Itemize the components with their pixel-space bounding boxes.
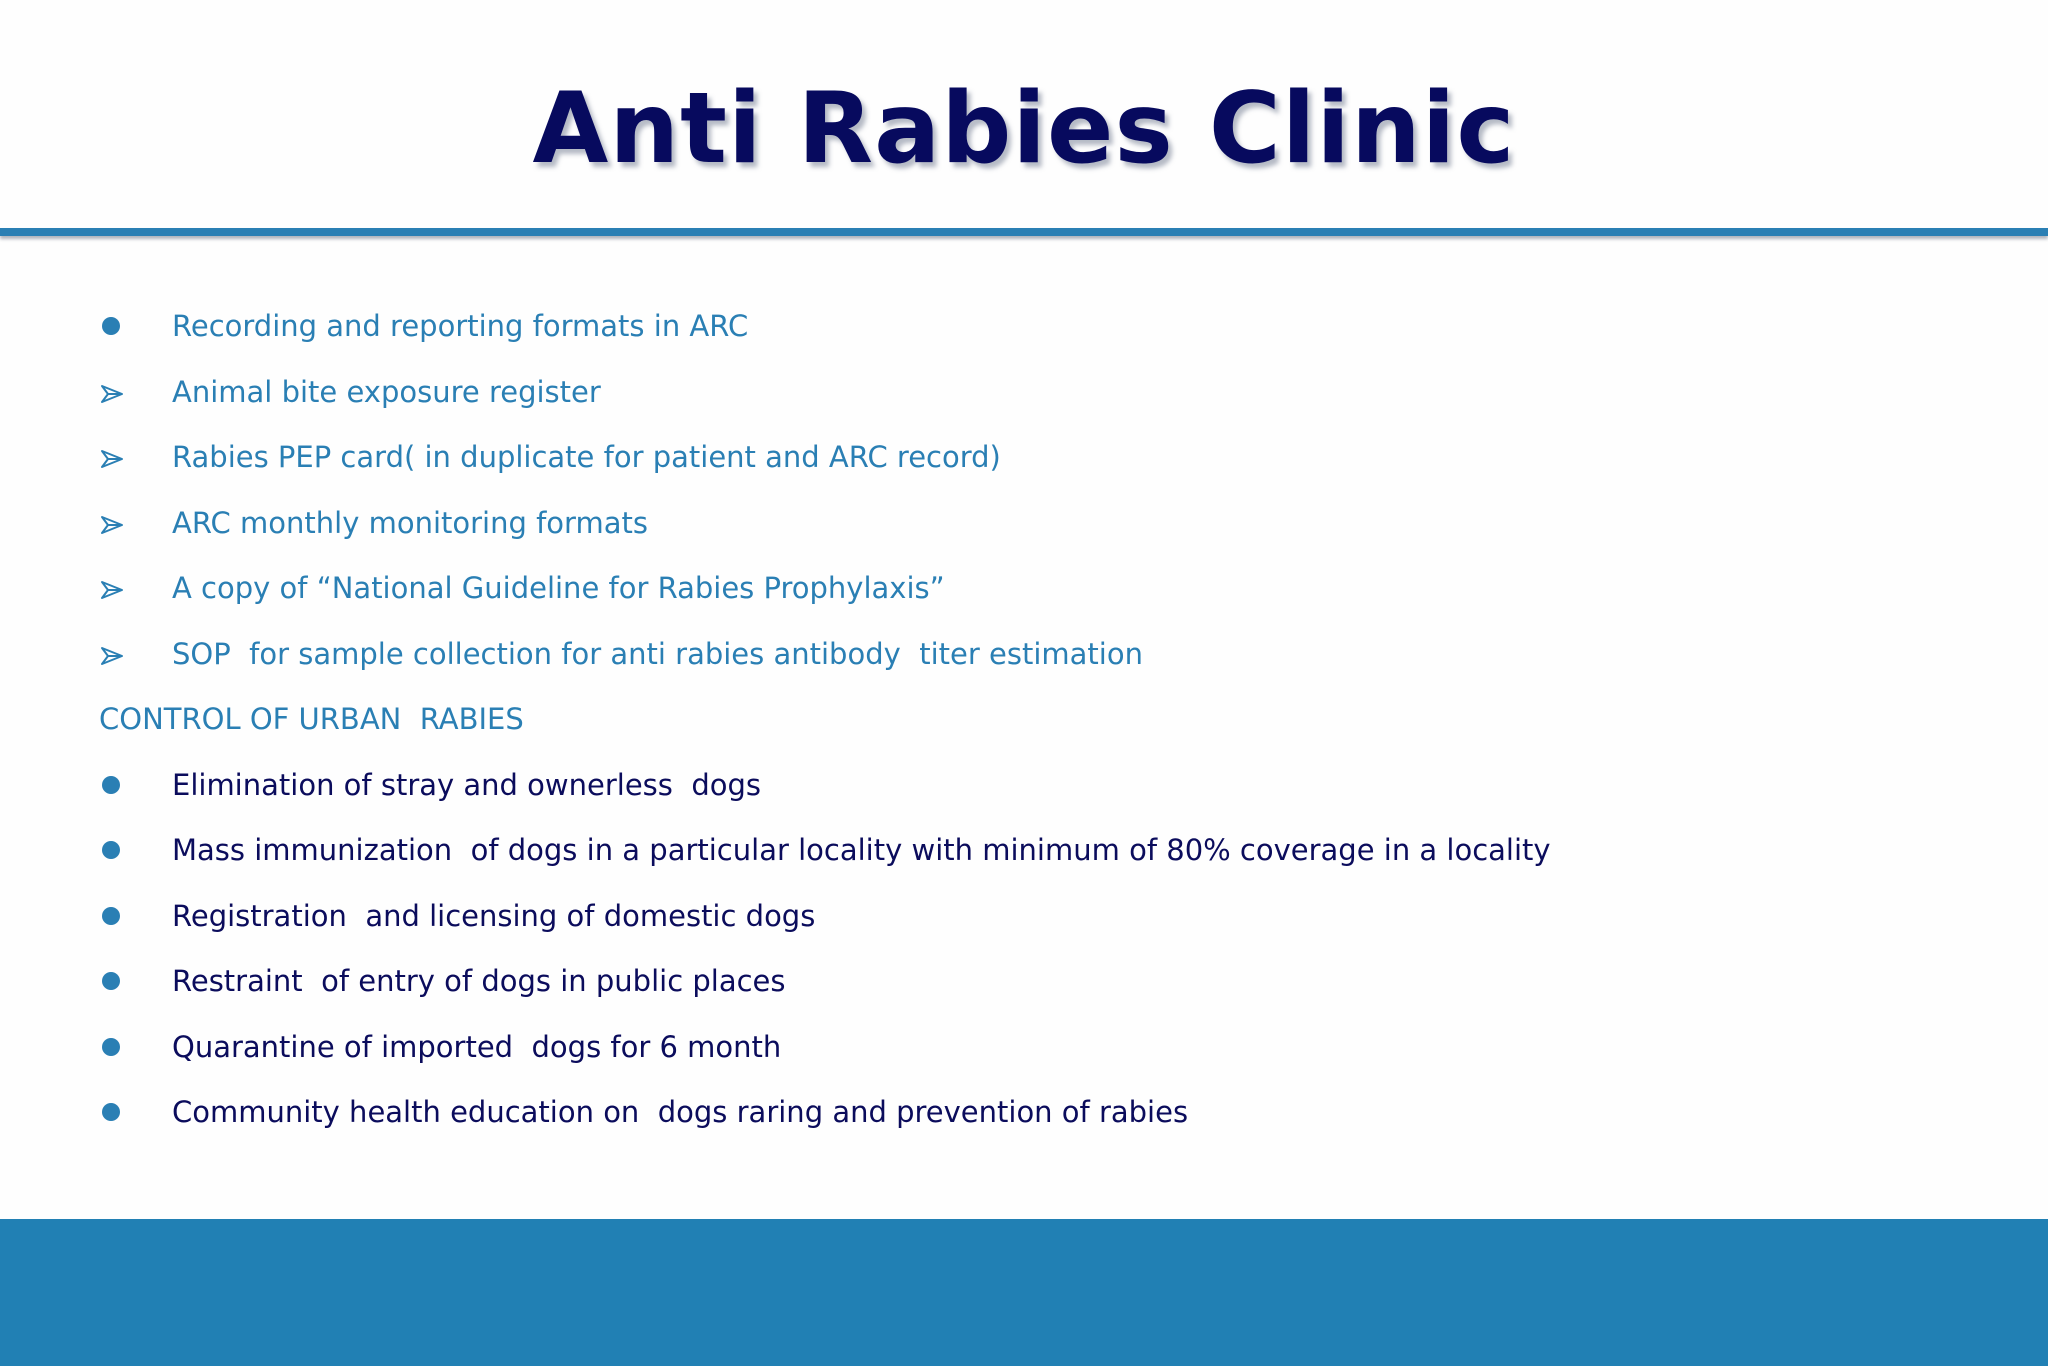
list-item bbox=[0, 1017, 2048, 1083]
bullet-dot-icon bbox=[102, 776, 120, 794]
list-item bbox=[0, 886, 2048, 952]
list-item bbox=[0, 624, 2048, 690]
arrow-bullet-icon bbox=[100, 505, 124, 545]
bullet-dot-icon bbox=[102, 841, 120, 859]
list-item-text: Rabies PEP card( in duplicate for patient and ARC record) bbox=[172, 440, 1001, 474]
list-item bbox=[0, 755, 2048, 821]
arrow-bullet-icon bbox=[100, 374, 124, 414]
list-item-text: Quarantine of imported dogs for 6 month bbox=[172, 1030, 782, 1064]
bullet-dot-icon bbox=[102, 317, 120, 335]
list-item-text: A copy of “National Guideline for Rabies Prophylaxis” bbox=[172, 571, 945, 605]
list-item-text: SOP for sample collection for anti rabies antibody titer estimation bbox=[172, 637, 1143, 671]
title-divider bbox=[0, 228, 2048, 236]
footer-band bbox=[0, 1219, 2048, 1366]
list-item-text: Elimination of stray and ownerless dogs bbox=[172, 768, 761, 802]
list-item bbox=[0, 820, 2048, 886]
bullet-dot-icon bbox=[102, 907, 120, 925]
list-item bbox=[0, 493, 2048, 559]
section-heading-row bbox=[0, 689, 2048, 755]
arrow-bullet-icon bbox=[100, 636, 124, 676]
list-item-text: Community health education on dogs raring and prevention of rabies bbox=[172, 1095, 1189, 1129]
list-item bbox=[0, 558, 2048, 624]
list-item-text: Registration and licensing of domestic dogs bbox=[172, 899, 816, 933]
list-item bbox=[0, 427, 2048, 493]
list-item-text: Restraint of entry of dogs in public places bbox=[172, 964, 786, 998]
list-item-text: ARC monthly monitoring formats bbox=[172, 506, 648, 540]
list-item bbox=[0, 362, 2048, 428]
arrow-bullet-icon bbox=[100, 439, 124, 479]
list-item-text: Animal bite exposure register bbox=[172, 375, 601, 409]
list-item bbox=[0, 296, 2048, 362]
list-item bbox=[0, 1082, 2048, 1148]
list-item-text: Recording and reporting formats in ARC bbox=[172, 309, 749, 343]
bullet-dot-icon bbox=[102, 1038, 120, 1056]
arrow-bullet-icon bbox=[100, 570, 124, 610]
list-item-text: Mass immunization of dogs in a particular locality with minimum of 80% coverage in a locality bbox=[172, 833, 1551, 867]
bullet-dot-icon bbox=[102, 972, 120, 990]
list-item bbox=[0, 951, 2048, 1017]
bullet-dot-icon bbox=[102, 1103, 120, 1121]
section-heading: CONTROL OF URBAN RABIES bbox=[99, 702, 524, 736]
slide-title: Anti Rabies Clinic bbox=[532, 72, 1516, 186]
